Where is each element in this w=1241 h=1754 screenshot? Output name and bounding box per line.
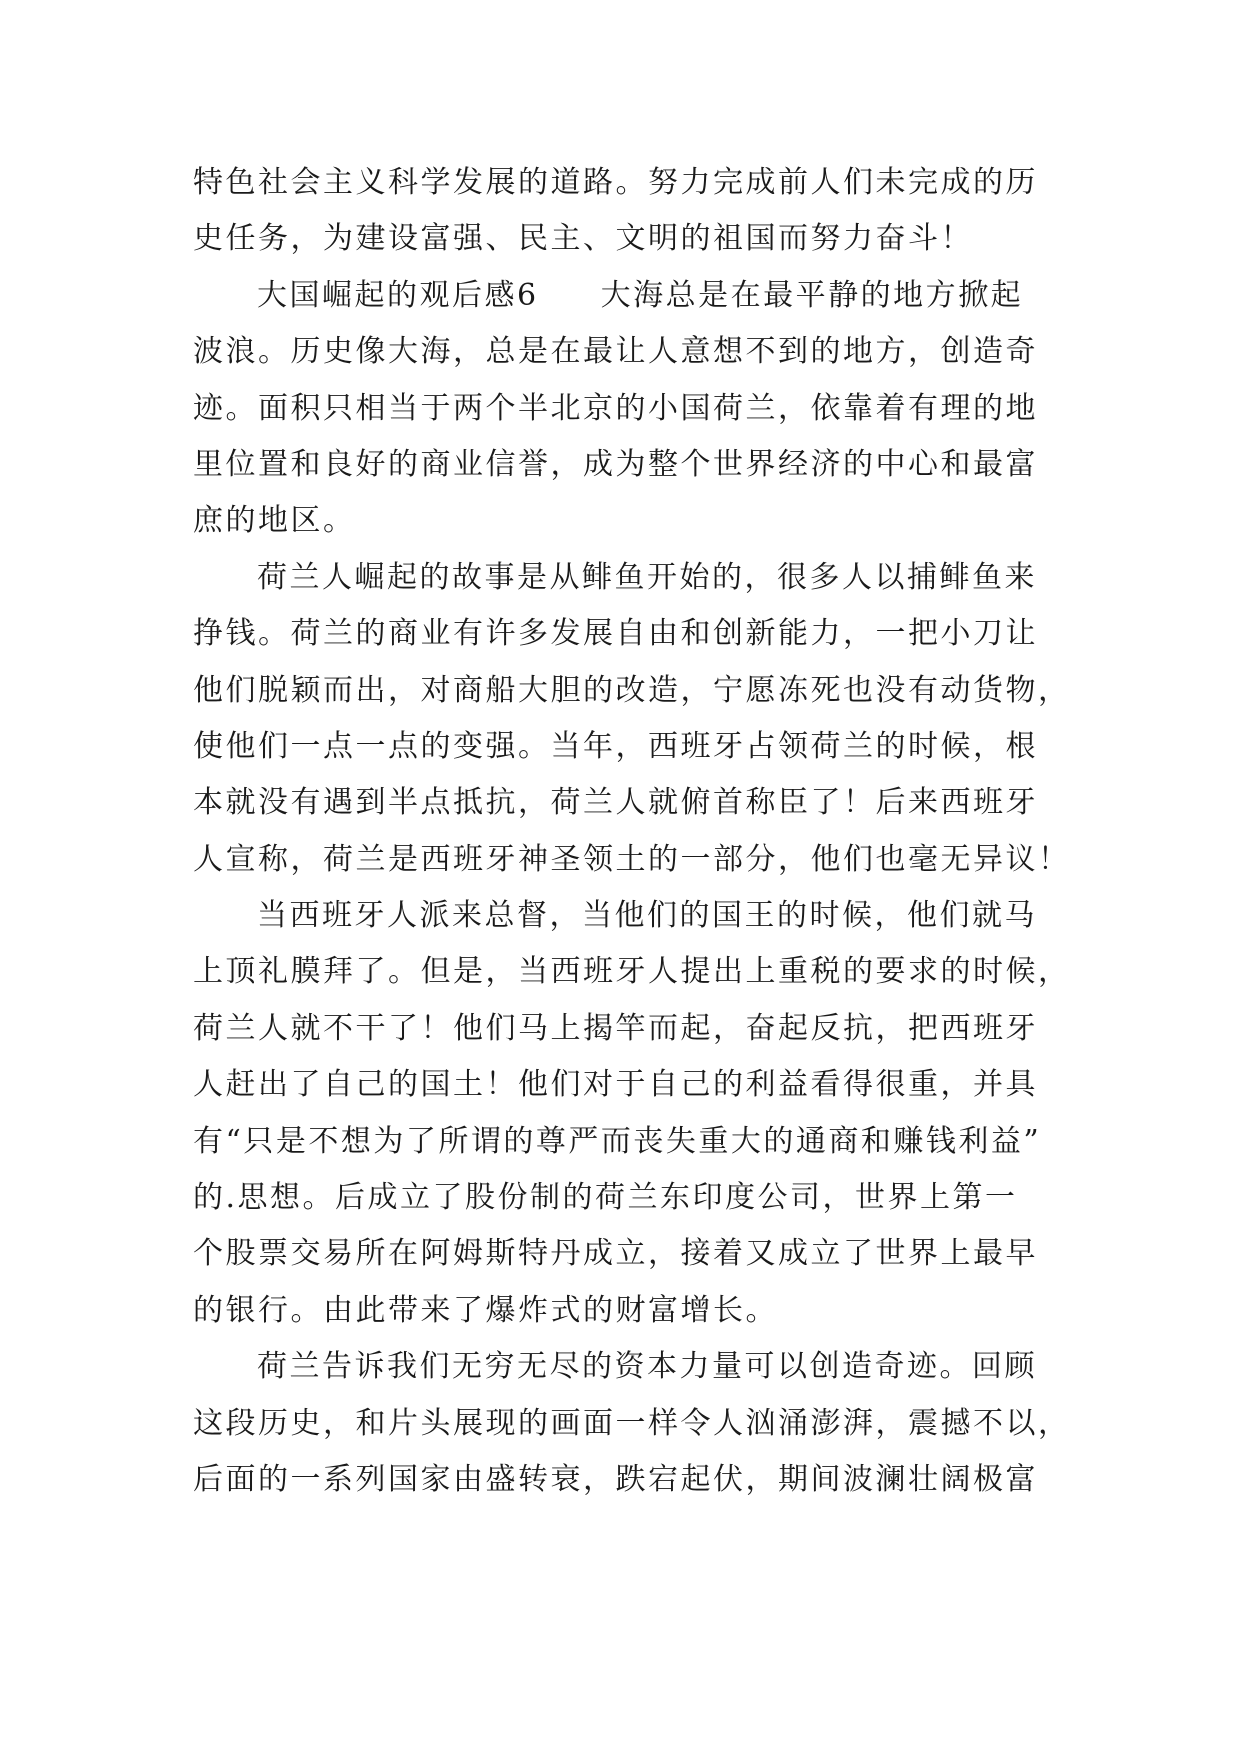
- text-line: 这段历史，和片头展现的画面一样令人汹涌澎湃，震撼不以，: [193, 1405, 1071, 1441]
- text-line: 庶的地区。: [193, 503, 356, 539]
- text-line: 本就没有遇到半点抵抗，荷兰人就俯首称臣了！后来西班牙: [193, 785, 1038, 821]
- text-line: 个股票交易所在阿姆斯特丹成立，接着又成立了世界上最早: [193, 1236, 1038, 1272]
- text-line: 有“只是不想为了所谓的尊严而丧失重大的通商和赚钱利益”: [193, 1123, 1042, 1159]
- text-line: 他们脱颖而出，对商船大胆的改造，宁愿冻死也没有动货物，: [193, 672, 1071, 708]
- paragraph-start-line: 荷兰人崛起的故事是从鲱鱼开始的，很多人以捕鲱鱼来: [257, 559, 1037, 595]
- text-line: 后面的一系列国家由盛转衰，跌宕起伏，期间波澜壮阔极富: [193, 1461, 1038, 1497]
- text-line: 使他们一点一点的变强。当年，西班牙占领荷兰的时候，根: [193, 728, 1038, 764]
- text-line: 迹。面积只相当于两个半北京的小国荷兰，依靠着有理的地: [193, 390, 1038, 426]
- section-title: 大国崛起的观后感6: [257, 277, 539, 313]
- text-line: 里位置和良好的商业信誉，成为整个世界经济的中心和最富: [193, 446, 1038, 482]
- text-line: 的银行。由此带来了爆炸式的财富增长。: [193, 1292, 778, 1328]
- text-line: 的.思想。后成立了股份制的荷兰东印度公司，世界上第一: [193, 1180, 1018, 1216]
- text-line: 人宣称，荷兰是西班牙神圣领土的一部分，他们也毫无异议！: [193, 841, 1071, 877]
- text-line: 人赶出了自己的国土！他们对于自己的利益看得很重，并具: [193, 1067, 1038, 1103]
- text-line: 特色社会主义科学发展的道路。努力完成前人们未完成的历: [193, 165, 1038, 200]
- text-line: 史任务，为建设富强、民主、文明的祖国而努力奋斗！: [193, 221, 973, 257]
- text-line-start: 大海总是在最平静的地方掀起: [600, 277, 1024, 313]
- paragraph-start-line: 荷兰告诉我们无穷无尽的资本力量可以创造奇迹。回顾: [257, 1349, 1037, 1385]
- section-heading-line: [193, 268, 1053, 324]
- document-body: [193, 155, 1071, 1508]
- text-line: 上顶礼膜拜了。但是，当西班牙人提出上重税的要求的时候，: [193, 954, 1071, 990]
- text-line: 挣钱。荷兰的商业有许多发展自由和创新能力，一把小刀让: [193, 616, 1038, 652]
- text-line: 荷兰人就不干了！他们马上揭竿而起，奋起反抗，把西班牙: [193, 1010, 1038, 1046]
- text-line: 波浪。历史像大海，总是在最让人意想不到的地方，创造奇: [193, 334, 1038, 370]
- paragraph-start-line: 当西班牙人派来总督，当他们的国王的时候，他们就马: [257, 898, 1037, 934]
